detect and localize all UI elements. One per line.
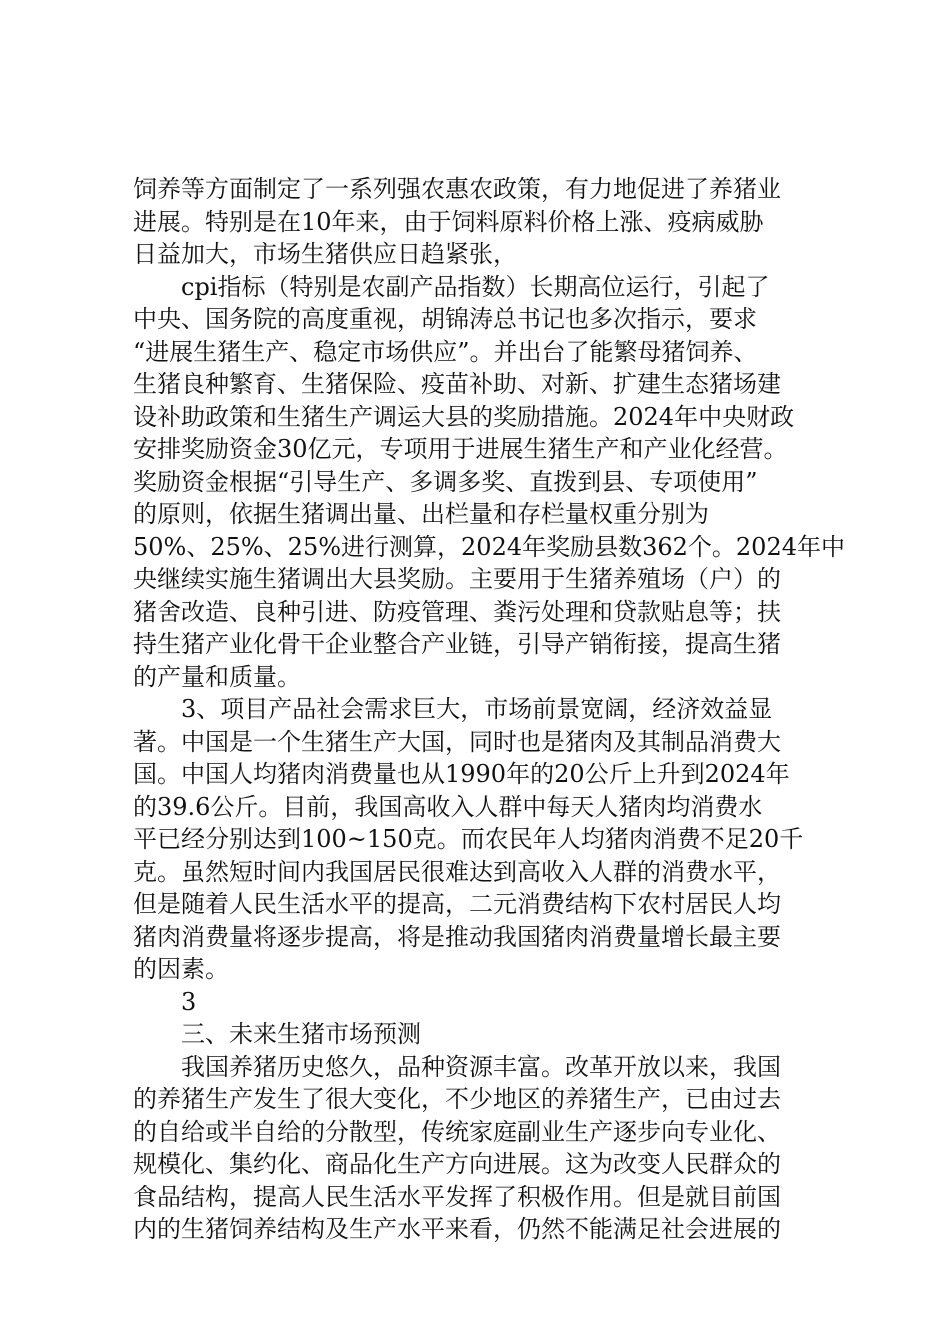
text-line: 规模化、集约化、商品化生产方向进展。这为改变人民群众的: [133, 1150, 781, 1178]
text-line: 三、未来生猪市场预测: [181, 1020, 421, 1048]
text-line: “进展生猪生产、稳定市场供应”。并出台了能繁母猪饲养、: [133, 337, 758, 366]
text-line: 央继续实施生猪调出大县奖励。主要用于生猪养殖场（户）的: [133, 565, 781, 593]
text-line: 食品结构，提高人民生活水平发挥了积极作用。但是就目前国: [133, 1182, 781, 1211]
text-line: 著。中国是一个生猪生产大国，同时也是猪肉及其制品消费大: [133, 727, 781, 756]
text-line: 进展。特别是在10年来，由于饲料原料价格上涨、疫病威胁: [133, 207, 764, 236]
text-line: 的自给或半自给的分散型，传统家庭副业生产逐步向专业化、: [133, 1117, 781, 1146]
text-line: 猪舍改造、良种引进、防疫管理、粪污处理和贷款贴息等；扶: [133, 597, 781, 626]
text-line: 国。中国人均猪肉消费量也从1990年的20公斤上升到2024年: [133, 760, 790, 788]
text-line: 的因素。: [133, 955, 229, 983]
text-line: 奖励资金根据“引导生产、多调多奖、直拨到县、专项使用”: [133, 467, 758, 496]
text-line: 的产量和质量。: [133, 662, 301, 691]
text-line: 克。虽然短时间内我国居民很难达到高收入人群的消费水平，: [133, 857, 781, 886]
text-line: 的39.6公斤。目前，我国高收入人群中每天人猪肉均消费水: [133, 792, 763, 821]
text-line: 日益加大，市场生猪供应日趋紧张，: [133, 240, 517, 268]
text-line: 饲养等方面制定了一系列强农惠农政策，有力地促进了养猪业: [133, 175, 781, 203]
body-text: [133, 173, 845, 1246]
text-line: 内的生猪饲养结构及生产水平来看，仍然不能满足社会进展的: [133, 1215, 781, 1243]
text-line: 设补助政策和生猪生产调运大县的奖励措施。2024年中央财政: [133, 402, 795, 431]
text-line: cpi指标（特别是农副产品指数）长期高位运行，引起了: [181, 272, 770, 301]
text-line: 3、项目产品社会需求巨大，市场前景宽阔，经济效益显: [181, 695, 773, 723]
text-line: 中央、国务院的高度重视，胡锦涛总书记也多次指示，要求: [133, 305, 757, 333]
text-line: 猪肉消费量将逐步提高，将是推动我国猪肉消费量增长最主要: [133, 922, 781, 951]
text-line: 生猪良种繁育、生猪保险、疫苗补助、对新、扩建生态猪场建: [133, 370, 781, 398]
text-line: 3: [181, 987, 197, 1016]
text-line: 我国养猪历史悠久，品种资源丰富。改革开放以来，我国: [181, 1052, 781, 1081]
text-line: 的养猪生产发生了很大变化，不少地区的养猪生产，已由过去: [133, 1085, 781, 1113]
text-line: 的原则，依据生猪调出量、出栏量和存栏量权重分别为: [133, 500, 709, 528]
text-line: 但是随着人民生活水平的提高，二元消费结构下农村居民人均: [133, 890, 781, 918]
text-line: 平已经分别达到100~150克。而农民年人均猪肉消费不足20千: [133, 825, 804, 853]
text-line: 50%、25%、25%进行测算，2024年奖励县数362个。2024年中: [133, 532, 845, 561]
text-line: 持生猪产业化骨干企业整合产业链，引导产销衔接，提高生猪: [133, 630, 781, 658]
text-line: 安排奖励资金30亿元，专项用于进展生猪生产和产业化经营。: [133, 435, 788, 463]
